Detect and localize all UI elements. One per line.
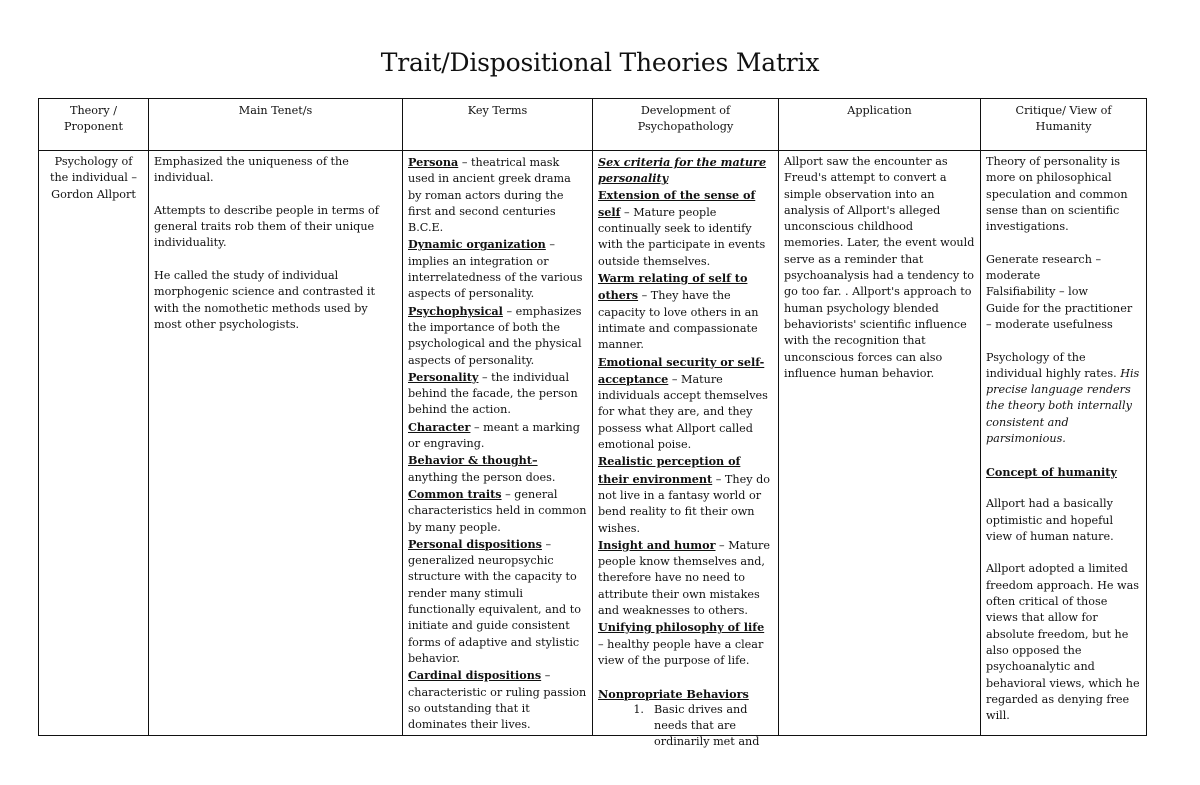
criterion-definition: – Mature individuals accept themselves for what they are, and they possess what Allport called emotional poise.	[598, 372, 768, 452]
rates-plain-text: Psychology of the individual highly rates.	[986, 350, 1121, 380]
key-term-name: Personal dispositions	[408, 536, 542, 551]
list-item-number: 1.	[633, 702, 644, 716]
key-term-name: Persona	[408, 155, 459, 169]
rates-italic-text: His precise language renders the theory both internally consistent and parsimonious.	[986, 366, 1140, 446]
key-term-definition: – generalized neuropsychic structure with the capacity to render many stimuli functionally equivalent, and to initiate and guide consistent forms of adaptive and stylistic behavior.	[408, 537, 581, 665]
key-term-name: Personality	[408, 369, 479, 384]
humanity-paragraph-1: Allport had a basically optimistic and hopeful view of human nature.	[986, 497, 1114, 543]
tenet-1: Emphasized the uniqueness of the individual.	[154, 155, 349, 185]
criterion-definition: – They do not live in a fantasy world or bend reality to fit their own wishes.	[598, 472, 770, 535]
key-term-entry	[408, 236, 587, 302]
rating-practitioner: Guide for the practitioner – moderate usefulness	[986, 301, 1133, 331]
cell-main-tenets	[149, 151, 403, 736]
tenet-3: He called the study of individual morphogenic science and contrasted it with the nomothetic methods used by most other psychologists.	[154, 269, 375, 331]
key-term-entry	[408, 667, 587, 733]
list-item	[598, 702, 773, 751]
key-term-name: Character	[408, 419, 471, 434]
header-theory: Theory / Proponent	[39, 99, 149, 151]
cell-critique	[981, 151, 1147, 736]
key-term-entry	[408, 369, 587, 419]
criterion-entry	[598, 537, 773, 619]
key-term-name: Cardinal dispositions	[408, 668, 542, 683]
criterion-name: Warm relating of self to others	[598, 271, 748, 303]
header-main-tenets: Main Tenet/s	[149, 99, 403, 151]
criterion-definition: – They have the capacity to love others in an intimate and compassionate manner.	[598, 289, 759, 352]
key-term-definition: anything the person does.	[408, 470, 556, 484]
criterion-definition: – healthy people have a clear view of the purpose of life.	[598, 637, 764, 667]
criterion-entry	[598, 619, 773, 669]
key-term-name: Common traits	[408, 486, 502, 501]
key-term-definition: – implies an integration or interrelatedness of the various aspects of personality.	[408, 238, 583, 301]
key-term-entry	[408, 486, 587, 536]
key-term-entry	[408, 452, 587, 486]
key-term-definition: – characteristic or ruling passion so outstanding that it dominates their lives.	[408, 669, 587, 732]
key-term-entry	[408, 536, 587, 667]
criterion-entry	[598, 187, 773, 270]
theories-matrix-table	[38, 98, 1147, 749]
criterion-entry	[598, 453, 773, 536]
criterion-name: Emotional security or self-acceptance	[598, 354, 765, 386]
key-term-name: Dynamic organization	[408, 237, 546, 252]
key-term-name: Psychophysical	[408, 303, 503, 318]
nonpropriate-heading: Nonpropriate Behaviors	[598, 686, 749, 701]
cell-application	[779, 151, 981, 736]
theory-name: Psychology of the individual – Gordon Allport	[49, 155, 138, 201]
key-term-definition: – general characteristics held in common by many people.	[408, 487, 587, 534]
key-term-definition: – emphasizes the importance of both the psychological and the physical aspects of personality.	[408, 304, 582, 367]
document-title: Trait/Dispositional Theories Matrix	[380, 48, 820, 77]
rating-falsifiability: Falsifiability – low	[986, 285, 1089, 299]
header-application: Application	[779, 99, 981, 151]
criterion-name: Insight and humor	[598, 537, 716, 552]
criterion-name: Unifying philosophy of life	[598, 620, 765, 635]
header-psychopathology: Development of Psychopathology	[593, 99, 779, 151]
key-term-name: Behavior & thought–	[408, 453, 538, 468]
mature-personality-heading: Sex criteria for the mature personality	[598, 155, 767, 186]
criterion-definition: – Mature people continually seek to identify with the participate in events outside themselves.	[598, 205, 766, 268]
table-row	[39, 151, 1147, 736]
criterion-entry	[598, 270, 773, 353]
nonpropriate-list	[598, 702, 773, 751]
key-term-entry	[408, 154, 587, 236]
tenet-2: Attempts to describe people in terms of general traits rob them of their unique individuality.	[154, 203, 379, 250]
key-term-entry	[408, 303, 587, 369]
application-text: Allport saw the encounter as Freud's attempt to convert a simple observation into an analysis of Allport's alleged unconscious childhood memories. Later, the event would serve as a reminder that psychoanalysis had a tendency to go too far. . Allport's approach to human psychology blended behaviorists' scientific influence with the recognition that unconscious forces can also influence human behavior.	[784, 155, 975, 380]
criterion-name: Realistic perception of their environment	[598, 454, 741, 486]
humanity-paragraph-2: Allport adopted a limited freedom approach. He was often critical of those views that allow for absolute freedom, but he also opposed the psychoanalytic and behavioral views, which he regarded as denying free will.	[986, 562, 1140, 723]
header-key-terms: Key Terms	[403, 99, 593, 151]
list-item-text: Basic drives and needs that are ordinarily met and	[654, 702, 760, 749]
concept-of-humanity-heading: Concept of humanity	[986, 464, 1117, 479]
criterion-entry	[598, 354, 773, 454]
critique-rates	[986, 350, 1141, 448]
cell-theory	[39, 151, 149, 736]
criterion-definition: – Mature people know themselves and, therefore have no need to attribute their own mistakes and weaknesses to others.	[598, 538, 771, 618]
header-row	[39, 99, 1147, 151]
key-term-definition: – the individual behind the facade, the person behind the action.	[408, 370, 578, 417]
rating-research: Generate research – moderate	[986, 252, 1102, 283]
key-term-definition: – meant a marking or engraving.	[408, 420, 580, 451]
critique-intro: Theory of personality is more on philosophical speculation and common sense than on scientific investigations.	[986, 155, 1128, 234]
criterion-name: Extension of the sense of self	[598, 187, 756, 219]
key-term-entry	[408, 419, 587, 453]
header-critique: Critique/ View of Humanity	[981, 99, 1147, 151]
cell-psychopathology	[593, 151, 779, 749]
cell-key-terms	[403, 151, 593, 736]
key-term-definition: – theatrical mask used in ancient greek drama by roman actors during the first and second centuries B.C.E.	[408, 156, 571, 235]
